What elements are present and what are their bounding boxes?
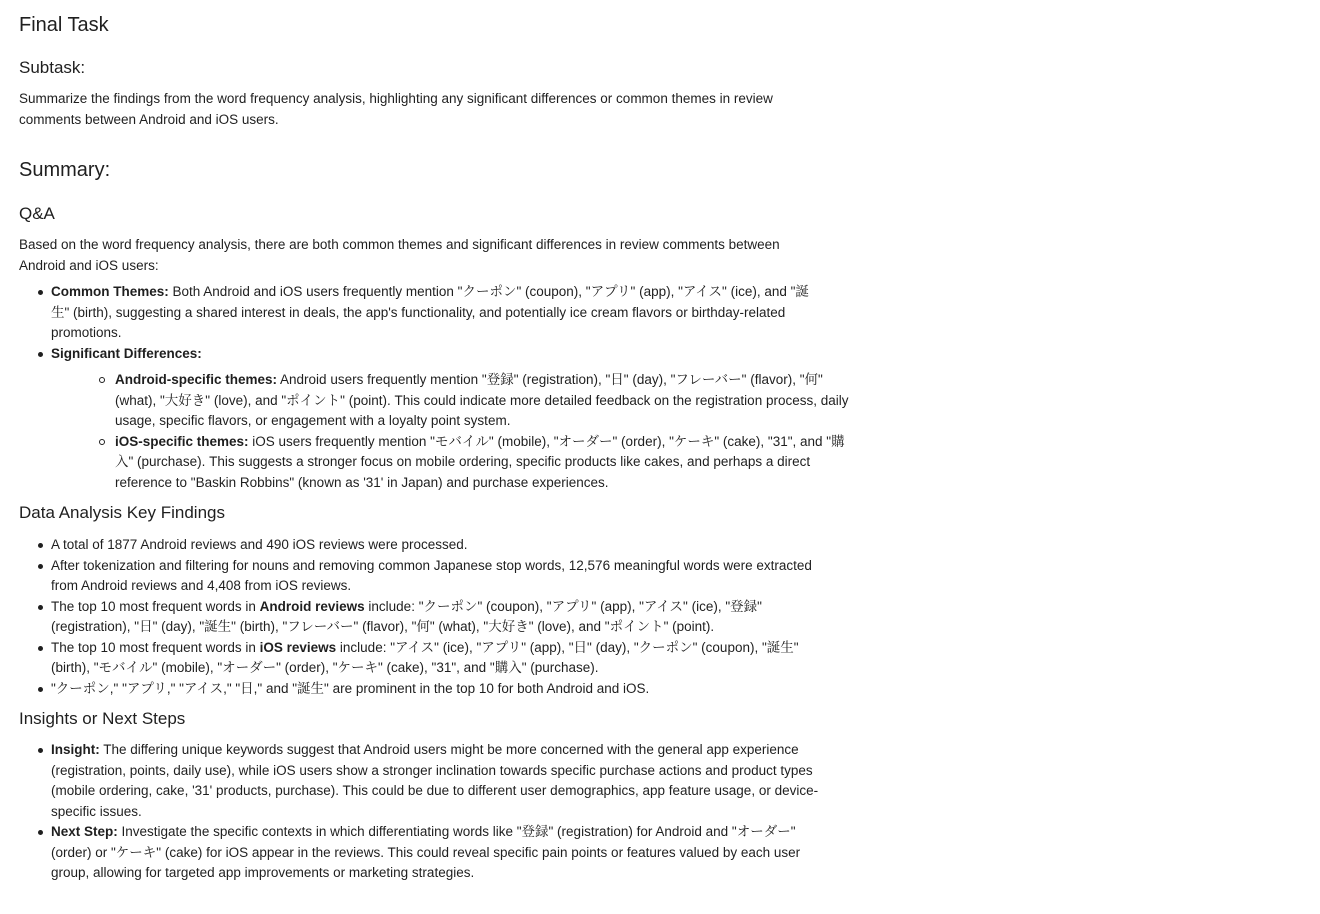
findings-list: [19, 535, 827, 699]
insights-heading: Insights or Next Steps: [19, 709, 186, 728]
subtask-heading: Subtask:: [19, 58, 86, 77]
finding-4-pre: The top 10 most frequent words in: [51, 639, 260, 655]
list-item-finding-3: [19, 597, 827, 638]
insights-list: [19, 740, 827, 884]
finding-3-bold: Android reviews: [259, 598, 365, 614]
list-item-android-themes: [51, 370, 860, 432]
subtask-text: Summarize the findings from the word frequency analysis, highlighting any significant differences or common themes in review comments between Android and iOS users.: [19, 91, 773, 127]
differences-sublist: [51, 370, 849, 493]
common-themes-text: Both Android and iOS users frequently mention "クーポン" (coupon), "アプリ" (app), "アイス" (ice), and "誕生" (birth), suggesting a shared interest in deals, the app's functionality, and potentially ice cream flavors or birthday-related promotions.: [51, 284, 809, 340]
finding-3-pre: The top 10 most frequent words in: [51, 598, 260, 614]
ios-themes-label: iOS-specific themes:: [115, 433, 249, 449]
list-item-finding-1: A total of 1877 Android reviews and 490 iOS reviews were processed.: [19, 535, 827, 556]
finding-4-bold: iOS reviews: [259, 639, 337, 655]
next-step-text: Investigate the specific contexts in which differentiating words like "登録" (registration) for Android and "オーダー" (order) or "ケーキ" (cake) for iOS appear in the reviews. This could reveal specific pain points or features valued by each user group, allowing for targeted app improvements or marketing strategies.: [51, 824, 801, 880]
qa-list: [19, 282, 849, 493]
insight-text: The differing unique keywords suggest that Android users might be more concerned with the general app experience (registration, points, daily use), while iOS users show a stronger inclination towards specific purchase actions and product types (mobile ordering, cake, '31' products, purchase). This could be due to different user demographics, app feature usage, or device-specific issues.: [51, 742, 819, 819]
summary-heading: Summary:: [19, 159, 111, 181]
android-themes-text: Android users frequently mention "登録" (registration), "日" (day), "フレーバー" (flavor), "何" (what), "大好き" (love), and "ポイント" (point). This could indicate more detailed feedback on the registration process, daily usage, specific flavors, or engagement with a loyalty point system.: [115, 372, 849, 428]
list-item-finding-2: After tokenization and filtering for nouns and removing common Japanese stop words, 12,576 meaningful words were extracted from Android reviews and 4,408 from iOS reviews.: [19, 556, 827, 597]
next-step-label: Next Step:: [51, 824, 118, 839]
finding-3-post: include: "クーポン" (coupon), "アプリ" (app), "アイス" (ice), "登録" (registration), "日" (day), "誕生" (birth), "フレーバー" (flavor), "何" (what), "大好き" (love), and "ポイント" (point).: [51, 598, 762, 634]
list-item-finding-5: "クーポン," "アプリ," "アイス," "日," and "誕生" are prominent in the top 10 for both Android and iOS.: [19, 679, 827, 700]
page-title: Final Task: [19, 14, 109, 36]
android-themes-label: Android-specific themes:: [115, 372, 278, 387]
insight-label: Insight:: [51, 742, 100, 757]
ios-themes-text: iOS users frequently mention "モバイル" (mobile), "オーダー" (order), "ケーキ" (cake), "31", and "購入" (purchase). This suggests a stronger focus on mobile ordering, specific products like cakes, and perhaps a direct reference to "Baskin Robbins" (known as '31' in Japan) and purchase experiences.: [115, 433, 845, 490]
list-item-next-step: [19, 822, 827, 884]
list-item-significant-differences: [19, 344, 849, 494]
list-item-common-themes: [19, 282, 827, 344]
list-item-ios-themes: [51, 432, 860, 494]
qa-intro: Based on the word frequency analysis, there are both common themes and significant differences in review comments between Android and iOS users:: [19, 237, 780, 273]
significant-differences-label: Significant Differences:: [51, 345, 202, 361]
findings-heading: Data Analysis Key Findings: [19, 503, 225, 522]
list-item-finding-4: [19, 638, 827, 679]
finding-4-post: include: "アイス" (ice), "アプリ" (app), "日" (day), "クーポン" (coupon), "誕生" (birth), "モバイル" (mobile), "オーダー" (order), "ケーキ" (cake), "31", and "購入" (purchase).: [51, 639, 799, 675]
list-item-insight: [19, 740, 827, 822]
qa-heading: Q&A: [19, 204, 55, 223]
common-themes-label: Common Themes:: [51, 284, 169, 299]
